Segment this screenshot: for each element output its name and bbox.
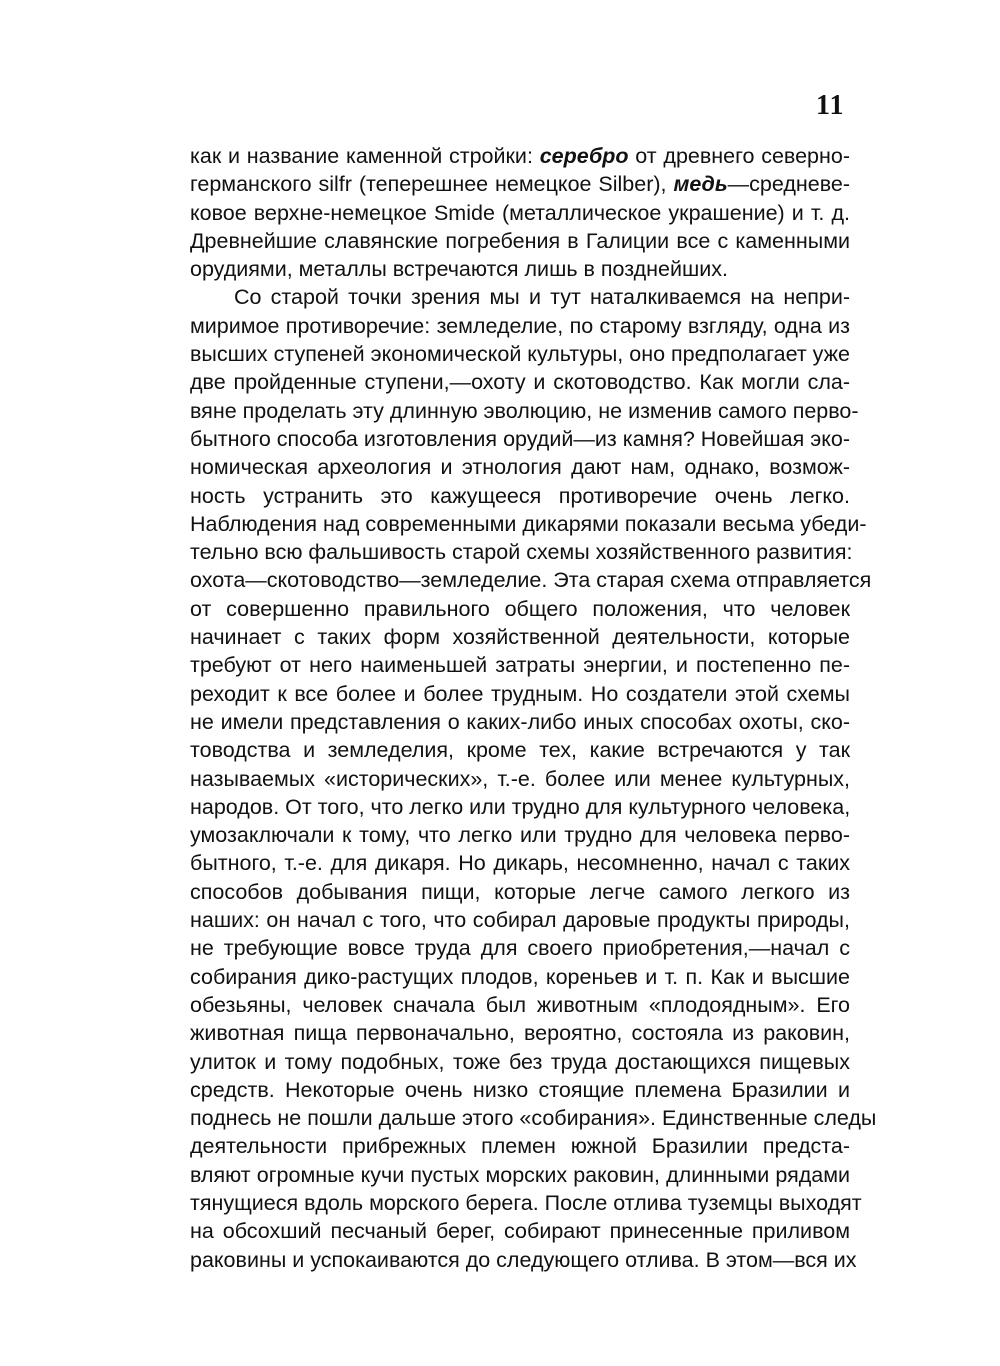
body-text	[190, 142, 877, 1274]
paragraph-2	[190, 283, 877, 1273]
text-line: тянущиеся вдоль морского берега. После отлива туземцы выходят	[190, 1190, 862, 1215]
text-line: улиток и тому подобных, тоже без труда достающихся пищевых	[190, 1049, 850, 1074]
text-line: раковины и успокаиваются до следующего отлива. В этом—вся их	[190, 1247, 857, 1272]
text-line: две пройденные ступени,—охоту и скотоводство. Как могли сла-	[190, 370, 850, 395]
text-line: не имели представления о каких-либо иных способах охоты, ско-	[190, 709, 850, 734]
text-line: товодства и земледелия, кроме тех, какие встречаются у так	[190, 738, 850, 763]
text-line: народов. От того, что легко или трудно для культурного человека,	[190, 794, 851, 819]
text-line: бытного способа изготовления орудий—из камня? Новейшая эко-	[190, 426, 850, 451]
text-line: ность устранить это кажущееся противоречие очень легко.	[190, 483, 850, 508]
text-line: обезьяны, человек сначала был животным «плодоядным». Его	[190, 992, 850, 1017]
text-line: орудиями, металлы встречаются лишь в позднейших.	[190, 257, 728, 282]
text-line: называемых «исторических», т.-е. более или менее культурных,	[190, 766, 850, 791]
text-line: собирания дико-растущих плодов, кореньев и т. п. Как и высшие	[190, 964, 850, 989]
text-line: начинает с таких форм хозяйственной деятельности, которые	[190, 625, 850, 650]
text-line: поднесь не пошли дальше этого «собирания». Единственные следы	[190, 1106, 877, 1131]
text-line: требуют от него наименьшей затраты энергии, и постепенно пе-	[190, 653, 850, 678]
text-line: как и название каменной стройки: серебро от древнего северно-	[190, 144, 850, 168]
text-line: деятельности прибрежных племен южной Бразилии предста-	[190, 1134, 850, 1159]
text-line: способов добывания пищи, которые легче самого легкого из	[190, 879, 850, 904]
paragraph-1	[190, 142, 850, 283]
text-line: германского silfr (теперешнее немецкое Silber), медь—средневе-	[190, 172, 850, 197]
text-line: Древнейшие славянские погребения в Галиции все с каменными	[190, 228, 850, 253]
text-line: тельно всю фальшивость старой схемы хозяйственного развития:	[190, 540, 853, 565]
text-line: животная пища первоначально, вероятно, состояла из раковин,	[190, 1021, 850, 1046]
text-line: средств. Некоторые очень низко стоящие племена Бразилии и	[190, 1077, 850, 1102]
text-line: вляют огромные кучи пустых морских раковин, длинными рядами	[190, 1162, 850, 1187]
text-line: умозаключали к тому, что легко или трудно для человека перво-	[190, 823, 850, 848]
text-line: охота—скотоводство—земледелие. Эта старая схема отправляется	[190, 568, 872, 593]
text-line: ковое верхне-немецкое Smide (металлическое украшение) и т. д.	[190, 200, 850, 225]
text-line: Со старой точки зрения мы и тут наталкиваемся на непри-	[234, 285, 850, 310]
text-line: бытного, т.-е. для дикаря. Но дикарь, несомненно, начал с таких	[190, 851, 850, 876]
text-line: на обсохший песчаный берег, собирают принесенные приливом	[190, 1219, 850, 1244]
text-line: вяне проделать эту длинную эволюцию, не изменив самого перво-	[190, 398, 859, 423]
page-number: 11	[816, 90, 845, 121]
text-line: высших ступеней экономической культуры, оно предполагает уже	[190, 342, 850, 367]
text-line: реходит к все более и более трудным. Но создатели этой схемы	[190, 681, 850, 706]
text-line: Наблюдения над современными дикарями показали весьма убеди-	[190, 511, 867, 536]
text-line: наших: он начал с того, что собирал даровые продукты природы,	[190, 908, 850, 933]
text-line: не требующие вовсе труда для своего приобретения,—начал с	[190, 936, 850, 961]
text-line: номическая археология и этнология дают нам, однако, возмож-	[190, 455, 850, 480]
text-line: миримое противоречие: земледелие, по старому взгляду, одна из	[190, 313, 850, 338]
text-line: от совершенно правильного общего положения, что человек	[190, 596, 850, 621]
